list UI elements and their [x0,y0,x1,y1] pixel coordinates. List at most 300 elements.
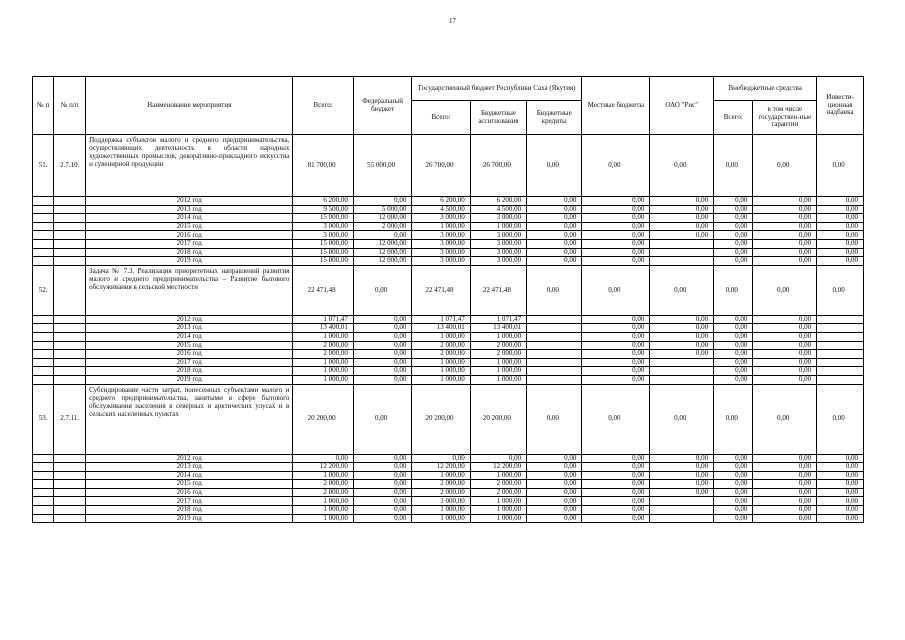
value-cell [650,257,714,266]
value-cell: 15 000,00 [293,248,354,257]
value-cell: 12 000,00 [353,257,411,266]
value-cell: 0,00 [753,384,817,454]
value-cell: 0,00 [582,367,650,376]
value-cell: 0,00 [353,488,411,497]
value-cell: 1 000,00 [412,506,470,515]
row-code: 2.7.11. [54,384,86,454]
value-cell: 0,00 [582,480,650,489]
value-cell [527,367,582,376]
value-cell: 3 000,00 [412,248,470,257]
empty-cell [54,471,86,480]
value-cell: 2 000,00 [293,480,354,489]
empty-cell [54,358,86,367]
value-cell: 0,00 [527,239,582,248]
value-cell: 0,00 [753,205,817,214]
value-cell: 0,00 [582,197,650,206]
year-label: 2013 год [86,324,293,333]
year-label: 2013 год [86,205,293,214]
value-cell: 0,00 [650,214,714,223]
year-row [33,350,864,359]
value-cell [817,341,864,350]
value-cell: 0,00 [527,135,582,197]
value-cell: 1 000,00 [293,471,354,480]
empty-cell [54,367,86,376]
empty-cell [54,506,86,515]
value-cell: 0,00 [817,265,864,315]
value-cell: 9 500,00 [293,205,354,214]
empty-cell [33,471,54,480]
value-cell [817,367,864,376]
value-cell: 0,00 [817,488,864,497]
value-cell: 3 000,00 [412,239,470,248]
empty-cell [54,497,86,506]
year-label: 2017 год [86,497,293,506]
header-state-budget: Государственный бюджет Республики Саха (Якутия) [412,77,582,101]
empty-cell [33,332,54,341]
value-cell: 0,00 [753,471,817,480]
value-cell: 3 000,00 [293,222,354,231]
value-cell: 0,00 [817,514,864,523]
value-cell: 0,00 [753,341,817,350]
value-cell: 0,00 [527,488,582,497]
value-cell [817,324,864,333]
value-cell: 1 000,00 [293,514,354,523]
empty-cell [54,205,86,214]
value-cell: 0,00 [714,324,753,333]
empty-cell [54,480,86,489]
value-cell: 0,00 [753,332,817,341]
year-row [33,506,864,515]
year-row [33,463,864,472]
value-cell: 0,00 [817,384,864,454]
value-cell: 0,00 [714,488,753,497]
value-cell: 0,00 [582,471,650,480]
value-cell: 12 200,00 [293,463,354,472]
measure-name: Поддержка субъектов малого и среднего предпринимательства, осуществляющих деятельность в области народных художественных промыслов, декоративно-прикладного искусства и сувенирной продукции [86,135,293,197]
value-cell: 0,00 [353,350,411,359]
value-cell: 1 000,00 [470,375,526,384]
value-cell: 6 200,00 [470,197,526,206]
value-cell: 0,00 [753,367,817,376]
value-cell: 2 000,00 [293,350,354,359]
value-cell: 0,00 [582,350,650,359]
row-number: 51. [33,135,54,197]
year-row [33,375,864,384]
value-cell: 0,00 [582,341,650,350]
value-cell: 26 700,00 [412,135,470,197]
value-cell: 0,00 [582,332,650,341]
value-cell: 0,00 [527,514,582,523]
value-cell: 3 000,00 [412,231,470,240]
empty-cell [54,463,86,472]
value-cell: 15 000,00 [293,257,354,266]
value-cell: 13 400,01 [412,324,470,333]
value-cell: 0,00 [470,454,526,463]
page-number: 17 [449,17,456,25]
value-cell: 0,00 [582,257,650,266]
value-cell: 0,00 [714,257,753,266]
value-cell: 0,00 [650,315,714,324]
value-cell: 0,00 [582,358,650,367]
empty-cell [33,497,54,506]
empty-cell [33,514,54,523]
value-cell: 0,00 [650,332,714,341]
value-cell: 2 000,00 [412,488,470,497]
value-cell: 0,00 [527,265,582,315]
value-cell: 0,00 [353,332,411,341]
value-cell: 1 071,47 [293,315,354,324]
header-offbudget: Внебюджетные средства [714,77,817,101]
year-label: 2018 год [86,506,293,515]
value-cell: 20 200,00 [470,384,526,454]
value-cell: 0,00 [353,375,411,384]
value-cell: 0,00 [527,197,582,206]
value-cell: 0,00 [582,135,650,197]
header-npp: № п/п [54,77,86,135]
value-cell: 0,00 [650,471,714,480]
header-federal: Федеральный бюджет [353,77,411,135]
value-cell: 0,00 [582,265,650,315]
value-cell [650,248,714,257]
value-cell: 1 000,00 [470,471,526,480]
empty-cell [54,514,86,523]
value-cell: 0,00 [650,463,714,472]
value-cell: 0,00 [650,454,714,463]
value-cell: 0,00 [582,315,650,324]
empty-cell [33,480,54,489]
value-cell: 0,00 [817,454,864,463]
empty-cell [54,257,86,266]
value-cell: 0,00 [650,350,714,359]
value-cell: 0,00 [353,231,411,240]
value-cell: 0,00 [353,367,411,376]
value-cell: 0,00 [817,463,864,472]
empty-cell [33,375,54,384]
value-cell: 0,00 [817,471,864,480]
empty-cell [33,257,54,266]
value-cell: 1 000,00 [293,358,354,367]
value-cell: 0,00 [650,205,714,214]
value-cell: 0,00 [817,222,864,231]
value-cell: 12 000,00 [353,248,411,257]
value-cell [817,315,864,324]
value-cell [527,332,582,341]
year-label: 2016 год [86,488,293,497]
value-cell: 1 071,47 [412,315,470,324]
row-code [54,265,86,315]
value-cell: 15 000,00 [293,214,354,223]
empty-cell [54,375,86,384]
value-cell: 0,00 [582,248,650,257]
year-row [33,257,864,266]
year-label: 2015 год [86,341,293,350]
value-cell: 0,00 [753,480,817,489]
value-cell: 12 200,00 [470,463,526,472]
value-cell: 0,00 [714,214,753,223]
value-cell: 0,00 [582,506,650,515]
value-cell: 0,00 [753,497,817,506]
value-cell: 0,00 [753,214,817,223]
empty-cell [33,506,54,515]
value-cell: 1 000,00 [470,506,526,515]
value-cell: 0,00 [353,497,411,506]
header-state-credit: Бюджетные кредиты [527,101,582,135]
year-label: 2012 год [86,197,293,206]
year-row [33,214,864,223]
year-row [33,222,864,231]
value-cell: 0,00 [753,350,817,359]
table-row [33,265,864,315]
value-cell: 0,00 [353,471,411,480]
value-cell: 0,00 [817,205,864,214]
empty-cell [33,341,54,350]
value-cell: 3 000,00 [470,248,526,257]
value-cell [650,506,714,515]
value-cell: 0,00 [714,454,753,463]
value-cell [527,324,582,333]
value-cell: 1 000,00 [412,358,470,367]
value-cell: 2 000,00 [412,480,470,489]
value-cell: 3 000,00 [470,257,526,266]
value-cell: 0,00 [714,514,753,523]
value-cell: 0,00 [527,205,582,214]
value-cell: 0,00 [753,358,817,367]
value-cell: 1 000,00 [470,497,526,506]
year-label: 2016 год [86,350,293,359]
value-cell: 0,00 [753,257,817,266]
value-cell [527,358,582,367]
value-cell: 2 000,00 [412,350,470,359]
value-cell: 0,00 [582,384,650,454]
year-label: 2015 год [86,480,293,489]
value-cell: 22 471,48 [412,265,470,315]
value-cell: 1 000,00 [470,332,526,341]
value-cell: 0,00 [582,222,650,231]
value-cell: 3 000,00 [293,231,354,240]
value-cell: 1 000,00 [470,514,526,523]
value-cell: 26 700,00 [470,135,526,197]
empty-cell [33,454,54,463]
value-cell: 0,00 [753,324,817,333]
value-cell [650,514,714,523]
empty-cell [33,205,54,214]
empty-cell [33,248,54,257]
empty-cell [54,239,86,248]
value-cell [650,497,714,506]
value-cell: 0,00 [817,497,864,506]
value-cell: 5 000,00 [353,205,411,214]
year-label: 2013 год [86,463,293,472]
value-cell: 1 000,00 [293,375,354,384]
year-row [33,332,864,341]
value-cell: 2 000,00 [293,341,354,350]
year-label: 2019 год [86,514,293,523]
value-cell: 0,00 [714,248,753,257]
empty-cell [54,315,86,324]
value-cell: 0,00 [527,231,582,240]
value-cell: 0,00 [753,315,817,324]
value-cell: 0,00 [582,205,650,214]
value-cell: 6 200,00 [293,197,354,206]
value-cell: 0,00 [714,350,753,359]
value-cell: 0,00 [714,265,753,315]
value-cell: 6 200,00 [412,197,470,206]
value-cell: 1 000,00 [412,514,470,523]
value-cell: 0,00 [714,367,753,376]
value-cell: 0,00 [527,497,582,506]
value-cell: 4 500,00 [412,205,470,214]
value-cell: 1 000,00 [470,222,526,231]
value-cell: 1 071,47 [470,315,526,324]
value-cell: 0,00 [527,480,582,489]
empty-cell [33,367,54,376]
empty-cell [54,248,86,257]
header-state-alloc: Бюджетные ассигнования [470,101,526,135]
empty-cell [54,324,86,333]
value-cell: 2 000,00 [353,222,411,231]
value-cell: 81 700,00 [293,135,354,197]
value-cell: 0,00 [353,315,411,324]
table-row [33,135,864,197]
measure-name: Субсидирование части затрат, понесенных субъектами малого и среднего предпринимательства, занятыми в сфере бытового обслуживания населения в северных и арктических улусах и в сельских населенных пунктах [86,384,293,454]
value-cell: 0,00 [714,239,753,248]
value-cell [817,358,864,367]
value-cell: 0,00 [817,231,864,240]
value-cell: 0,00 [527,214,582,223]
value-cell [527,315,582,324]
row-number: 52. [33,265,54,315]
value-cell: 0,00 [582,239,650,248]
year-label: 2018 год [86,248,293,257]
year-row [33,197,864,206]
value-cell: 2 000,00 [470,350,526,359]
year-label: 2018 год [86,367,293,376]
empty-cell [33,214,54,223]
header-oao: ОАО "Рис" [650,77,714,135]
value-cell: 0,00 [714,480,753,489]
budget-table [32,76,864,523]
value-cell: 0,00 [527,222,582,231]
value-cell: 0,00 [714,315,753,324]
value-cell [817,350,864,359]
value-cell [527,350,582,359]
value-cell: 0,00 [817,506,864,515]
header-local: Местные бюджеты [582,77,650,135]
empty-cell [33,463,54,472]
value-cell: 0,00 [650,488,714,497]
value-cell [650,375,714,384]
year-label: 2017 год [86,239,293,248]
row-code: 2.7.10. [54,135,86,197]
value-cell: 0,00 [527,506,582,515]
empty-cell [33,350,54,359]
value-cell: 2 000,00 [293,488,354,497]
value-cell: 0,00 [714,197,753,206]
value-cell: 1 000,00 [412,367,470,376]
value-cell: 0,00 [353,384,411,454]
value-cell: 0,00 [817,257,864,266]
value-cell: 0,00 [714,358,753,367]
value-cell: 0,00 [753,222,817,231]
value-cell: 3 000,00 [412,214,470,223]
value-cell: 0,00 [650,222,714,231]
value-cell: 0,00 [353,358,411,367]
value-cell [650,367,714,376]
value-cell [527,375,582,384]
value-cell: 0,00 [582,514,650,523]
value-cell: 0,00 [650,341,714,350]
value-cell: 0,00 [714,506,753,515]
value-cell: 0,00 [582,214,650,223]
value-cell: 0,00 [753,506,817,515]
value-cell: 0,00 [353,197,411,206]
value-cell: 0,00 [714,341,753,350]
empty-cell [33,197,54,206]
empty-cell [54,350,86,359]
value-cell [527,341,582,350]
value-cell: 0,00 [650,384,714,454]
value-cell: 0,00 [753,265,817,315]
value-cell: 12 000,00 [353,214,411,223]
year-label: 2012 год [86,454,293,463]
value-cell: 0,00 [753,231,817,240]
value-cell: 0,00 [714,231,753,240]
value-cell: 3 000,00 [470,239,526,248]
header-total: Всего: [293,77,354,135]
empty-cell [54,488,86,497]
value-cell: 0,00 [817,239,864,248]
value-cell: 22 471,48 [293,265,354,315]
value-cell: 1 000,00 [412,332,470,341]
value-cell: 3 000,00 [470,231,526,240]
value-cell: 0,00 [293,454,354,463]
header-name: Наименование мероприятия [86,77,293,135]
value-cell: 0,00 [817,480,864,489]
year-row [33,488,864,497]
value-cell: 0,00 [353,341,411,350]
empty-cell [33,488,54,497]
value-cell: 1 000,00 [293,332,354,341]
value-cell [817,332,864,341]
value-cell: 0,00 [817,135,864,197]
value-cell: 0,00 [714,135,753,197]
year-label: 2017 год [86,358,293,367]
value-cell: 0,00 [714,205,753,214]
value-cell: 0,00 [714,497,753,506]
value-cell: 0,00 [527,384,582,454]
header-off-total: Всего: [714,101,753,135]
value-cell: 0,00 [527,257,582,266]
value-cell: 1 000,00 [470,367,526,376]
value-cell: 0,00 [714,222,753,231]
value-cell: 0,00 [817,214,864,223]
table-row [33,384,864,454]
value-cell: 2 000,00 [470,480,526,489]
year-label: 2012 год [86,315,293,324]
value-cell: 0,00 [353,454,411,463]
value-cell: 3 000,00 [470,214,526,223]
empty-cell [54,222,86,231]
value-cell: 0,00 [817,248,864,257]
value-cell: 0,00 [353,265,411,315]
year-row [33,239,864,248]
header-invest: Инвести-ционная надбавка [817,77,864,135]
value-cell: 0,00 [714,332,753,341]
empty-cell [33,315,54,324]
empty-cell [33,222,54,231]
measure-name: Задача № 7.3. Реализация приоритетных направлений развития малого и среднего предпринимательства – Развитие бытового обслуживания в сельской местности [86,265,293,315]
value-cell: 0,00 [753,248,817,257]
